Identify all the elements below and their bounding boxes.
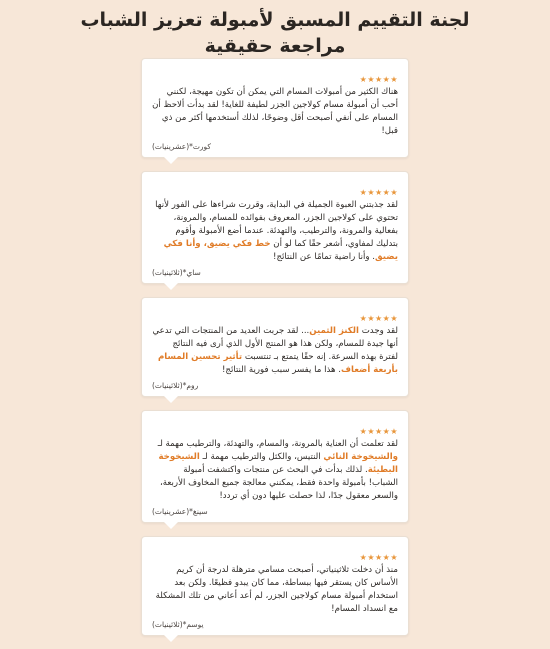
star-rating (152, 67, 398, 86)
star-icon: ★★★★★ (359, 75, 398, 84)
star-icon: ★★★★★ (359, 553, 398, 562)
review-text-segment: . هذا ما يفسر سبب فورية النتائج! (221, 365, 341, 375)
star-rating (152, 545, 398, 564)
review-highlight: الكنز الثمين (309, 326, 359, 336)
page-title: لجنة التقييم المسبق لأمبولة تعزيز الشباب (80, 9, 470, 31)
star-rating (152, 306, 398, 325)
review-author: كورت*(عشرينيات) (152, 142, 211, 151)
review-highlight: والشيخوخة النائي (323, 452, 398, 462)
review-list (141, 58, 409, 649)
review-text (152, 564, 398, 616)
review-highlight: الشيخوخة البطيئة (158, 452, 398, 475)
page-subtitle: مراجعة حقيقية (204, 35, 346, 57)
review-card (141, 171, 409, 284)
star-rating (152, 180, 398, 199)
review-author: يوسم*(ثلاثينيات) (152, 620, 204, 629)
review-author: سينغ*(عشرينيات) (152, 507, 208, 516)
star-rating (152, 419, 398, 438)
review-card (141, 58, 409, 158)
review-text (152, 438, 398, 503)
review-text-segment: هناك الكثير من أمبولات المسام التي يمكن أن تكون مهيجة، لكنني أحب أن أمبولة مسام كولاجين الجزر لطيفة للغاية! لقد بدأت ألاحظ أن المسام على أنفي أصبحت أقل وضوحًا، لذلك أستخدمها أكثر من ذي قبل! (152, 87, 398, 136)
review-text (152, 325, 398, 377)
review-text-segment: لقد وجدت (358, 326, 398, 336)
review-text (152, 86, 398, 138)
review-text-segment: منذ أن دخلت ثلاثينياتي، أصبحت مسامي مترهلة لدرجة أن كريم الأساس كان يستقر فيها ببساطة، مما كان يبدو فظيعًا. ولكن بعد استخدام أمبولة مسام كولاجين الجزر، لم أعد أعاني من تلك المشكلة مع انسداد المسام! (155, 565, 398, 614)
review-text-segment: لقد تعلمت أن العناية بالمرونة، والمسام، والتهدئة، والترطيب مهمة لـ (157, 439, 398, 449)
review-card (141, 536, 409, 636)
review-card (141, 410, 409, 523)
review-highlight: خط فكي يضيق، وأنا فكي يضيق (163, 239, 398, 262)
star-icon: ★★★★★ (359, 427, 398, 436)
page-header (0, 0, 550, 58)
review-text-segment: النتيس، والكثل والترطيب مهمة لـ (199, 452, 324, 462)
review-text-segment: . وأنا راضية تمامًا عن النتائج! (273, 252, 376, 262)
review-author: ساي*(ثلاثينيات) (152, 268, 201, 277)
review-highlight: تأثير تحسين المسام بأربعة أضعاف (157, 352, 398, 375)
review-card (141, 297, 409, 397)
star-icon: ★★★★★ (359, 314, 398, 323)
review-text-segment: لقد جذبتني العبوة الجميلة في البداية، وقررت شراءها على الفور لأنها تحتوي على كولاجين الجزر، المعروف بفوائده للمسام، والمرونة، بفعالية والمرونة، والترطيب، والتهدئة. عندما أضع الأمبولة وأقوم بتدليك لمفاوي، أشعر حقًا كما لو أن (155, 200, 398, 249)
review-text-segment: ... لقد جربت العديد من المنتجات التي تدعي أنها جيدة للمسام، ولكن هذا هو المنتج الأول الذي أرى فيه النتائج لفترة بهذه السرعة. إنه حقًا يتمتع بـ تنتسبت (152, 326, 398, 362)
review-text (152, 199, 398, 264)
review-author: روم*(ثلاثينيات) (152, 381, 199, 390)
review-text-segment: . لذلك بدأت في البحث عن منتجات واكتشفت أمبولة الشباب! بأمبولة واحدة فقط، يمكنني معالجة جميع المخاوف الأربعة، والسعر معقول جدًا، لذا حصلت عليها دون أي تردد! (160, 465, 398, 501)
star-icon: ★★★★★ (359, 188, 398, 197)
